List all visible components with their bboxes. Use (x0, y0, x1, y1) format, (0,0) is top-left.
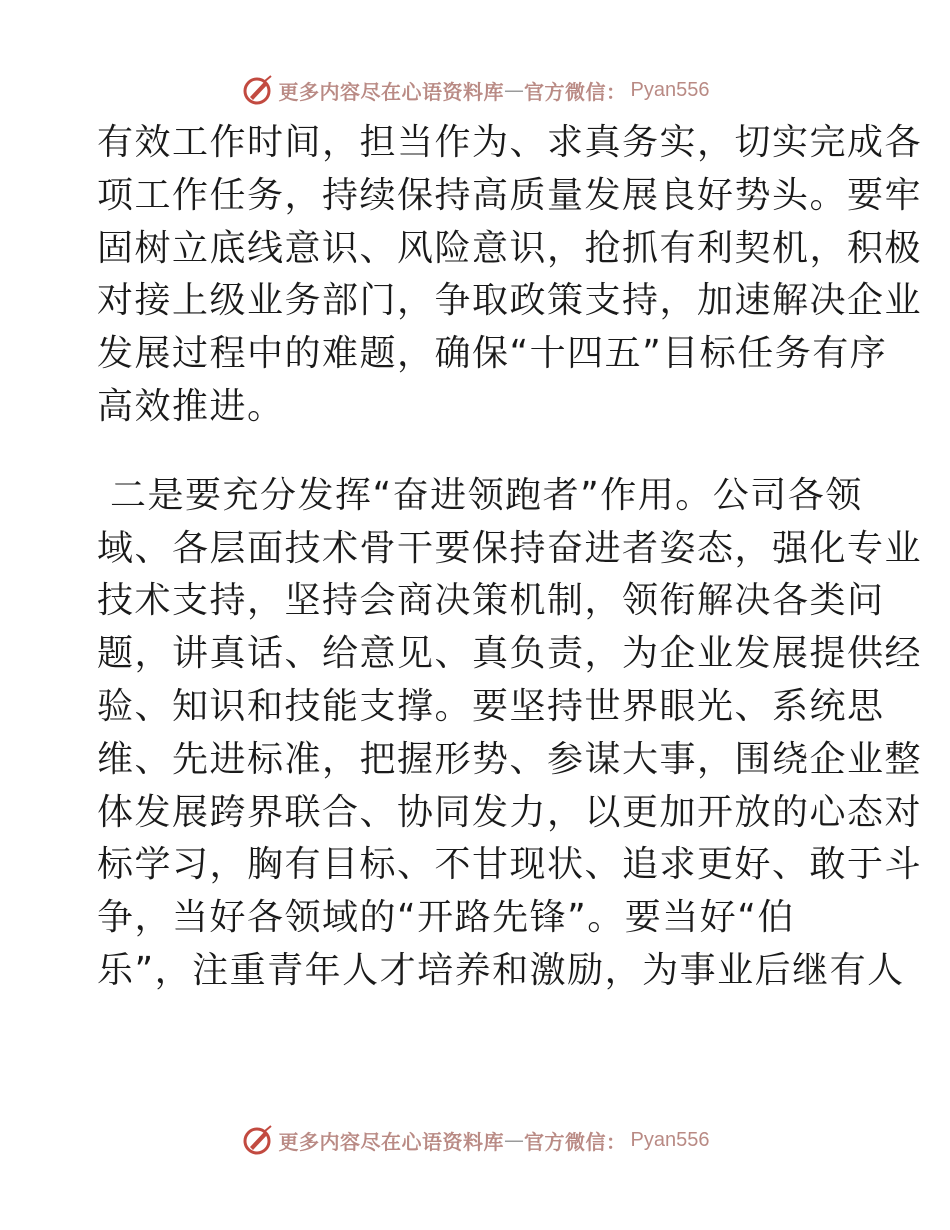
text-line: 有效工作时间，担当作为、求真务实，切实完成各 (97, 122, 923, 163)
text-line: 高效推进。 (97, 385, 285, 427)
text-line: 二是要充分发挥“奋进领跑者”作用。公司各领 (97, 474, 863, 516)
text-line: 维、先进标准，把握形势、参谋大事，围绕企业整 (97, 738, 923, 780)
quill-pen-logo (241, 1123, 275, 1157)
paragraph-spacer (97, 434, 857, 470)
text-line: 标学习，胸有目标、不甘现状、追求更好、敢于斗 (97, 844, 923, 886)
watermark-footer (0, 1120, 950, 1160)
text-line: 域、各层面技术骨干要保持奋进者姿态，强化专业 (97, 527, 923, 569)
text-line: 项工作任务，持续保持高质量发展良好势头。要牢 (97, 174, 923, 216)
text-line: 验、知识和技能支撑。要坚持世界眼光、系统思 (97, 685, 885, 727)
watermark-text: 更多内容尽在心语资料库 (278, 1129, 505, 1154)
watermark-text: 更多内容尽在心语资料库 (278, 79, 505, 104)
text-line: 争，当好各领域的“开路先锋”。要当好“伯 (97, 897, 795, 939)
paragraph-1 (97, 117, 923, 434)
text-line: 技术支持，坚持会商决策机制，领衔解决各类问 (97, 580, 885, 622)
text-line: 固树立底线意识、风险意识，抢抓有利契机，积极 (97, 227, 923, 269)
watermark-separator: — (504, 78, 525, 102)
paragraph-2 (97, 470, 923, 998)
text-line: 对接上级业务部门，争取政策支持，加速解决企业 (97, 280, 923, 322)
watermark-wechat-label: 官方微信： (524, 79, 627, 104)
watermark-wechat-id: Pyan556 (630, 1128, 710, 1151)
text-line: 题，讲真话、给意见、真负责，为企业发展提供经 (97, 633, 923, 675)
quill-pen-logo (241, 73, 275, 107)
watermark-header (0, 70, 950, 110)
text-line: 发展过程中的难题，确保“十四五”目标任务有序 (97, 333, 888, 375)
text-line: 乐”，注重青年人才培养和激励，为事业后继有人 (97, 949, 905, 991)
watermark-wechat-label: 官方微信： (524, 1129, 627, 1154)
watermark-wechat-id: Pyan556 (630, 78, 710, 101)
text-line: 体发展跨界联合、协同发力，以更加开放的心态对 (97, 791, 923, 833)
watermark-separator: — (504, 1128, 525, 1152)
document-body (97, 117, 923, 998)
